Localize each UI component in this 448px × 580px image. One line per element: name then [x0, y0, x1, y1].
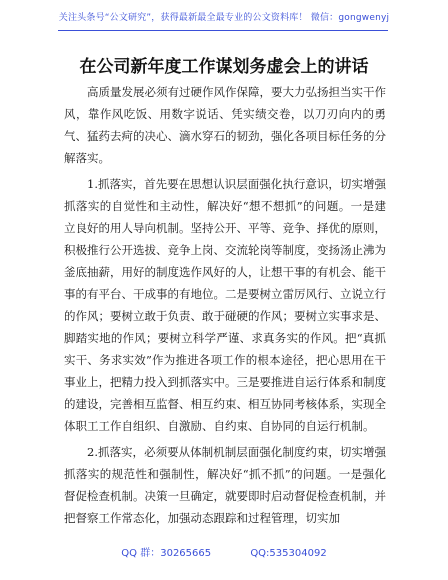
footer-qq: QQ:535304092 [250, 548, 327, 559]
header-note: 关注头条号“公文研究”，获得最新最全最专业的公文资料库！ 微信：gongwenyj [58, 13, 390, 23]
paragraph-section-2: 2.抓落实，必须要从体制机制层面强化制度约束，切实增强抓落实的规范性和强制性，解决好“抓不抓”的问题。一是强化督促检查机制。决策一旦确定，就要即时启动督促检查机制，并把督察工作常态化，加强动态跟踪和过程管理，切实加 [64, 445, 386, 525]
paragraph-intro: 高质量发展必须有过硬作风作保障，要大力弘扬担当实干作风，靠作风吃饭、用数字说话、凭实绩交卷，以刀刃向内的勇气、猛药去疴的决心、滴水穿石的韧劲，强化各项目标任务的分解落实。 [64, 85, 386, 165]
footer [0, 544, 448, 559]
footer-qq-group: QQ 群：30265665 [121, 548, 212, 559]
header-divider [58, 30, 388, 31]
document-title: 在公司新年度工作谋划务虚会上的讲话 [79, 57, 369, 77]
paragraph-section-1: 1.抓落实，首先要在思想认识层面强化执行意识，切实增强抓落实的自觉性和主动性，解决好“想不想抓”的问题。一是建立良好的用人导向机制。坚持公开、平等、竞争、择优的原则，积极推行公开选拔、竞争上岗、交流轮岗等制度，变扬汤止沸为釜底抽薪，用好的制度选作风好的人，让想干事的有机会、能干事的有平台、干成事的有地位。二是要树立雷厉风行、立说立行的作风；要树立敢于负责、敢于碰硬的作风；要树立实事求是、脚踏实地的作风；要树立科学严谨、求真务实的作风。把“真抓实干、务求实效”作为推进各项工作的根本途径，把心思用在干事业上，把精力投入到抓落实中。三是要推进自运行体系和制度的建设，完善相互监督、相互约束、相互协同考核体系，实现全体职工工作自组织、自激励、自约束、自协同的自运行机制。 [64, 177, 386, 433]
document-body [64, 81, 386, 529]
